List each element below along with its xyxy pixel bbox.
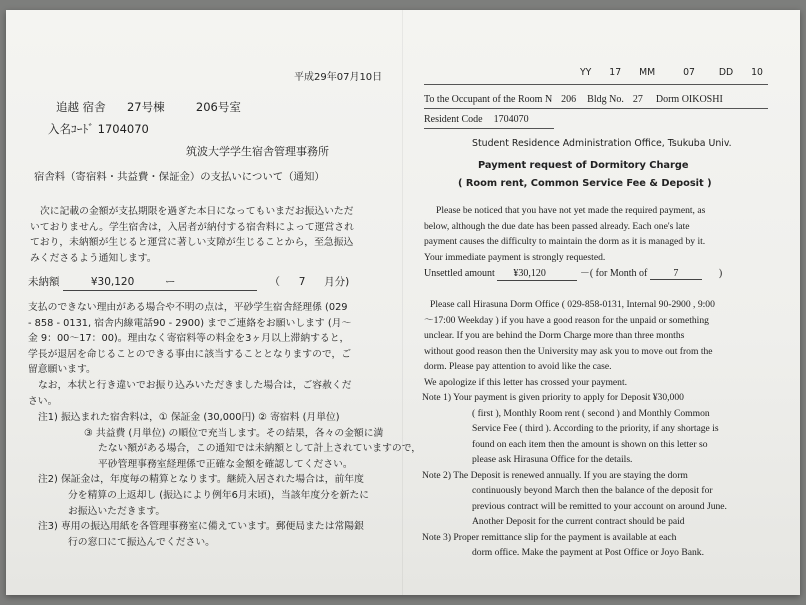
body-en-line: dorm. Please pay attention to avoid like the case. <box>424 361 612 372</box>
notes-jp <box>38 410 421 550</box>
resident-code-label: Resident Code <box>424 114 483 125</box>
body-jp-line: 学長が退居を命じることのできる事由に該当することとなりますので，ご <box>28 348 352 360</box>
body-jp-line: - 858 - 0131, 宿舎内線電話90 - 2900) までご連絡をお願いします (月～ <box>28 317 352 329</box>
unpaid-suffix-jp: 月分) <box>324 276 350 288</box>
code-label-jp: 入名ｺｰﾄﾞ <box>48 122 94 136</box>
note-jp-line: 分を精算の上返却し (振込により例年6月末頃)，当該年度分を新たに <box>68 489 370 501</box>
occupant-line: To the Occupant of the Room N 206 Bldg No. 27 Dorm OIKOSHI <box>424 94 723 105</box>
office-en: Student Residence Administration Office, Tsukuba Univ. <box>472 138 732 149</box>
body-en-line: unclear. If you are behind the Dorm Charge more than three months <box>424 330 685 341</box>
occupant-room: 206 <box>561 94 577 105</box>
title-en: Payment request of Dormitory Charge <box>478 160 689 171</box>
resident-code <box>424 114 529 125</box>
body-en-line: without good reason then the University may ask you to move out from the <box>424 345 713 357</box>
intro-en-line: payment causes the difficulty to maintain the dorm as it is managed by it. <box>424 236 706 247</box>
intro-en-line: Your immediate payment is strongly requested. <box>424 251 606 263</box>
occupant-underline <box>424 108 768 109</box>
body-jp-line: 金 9：00～17：00)。理由なく寄宿料等の料金を3ヶ月以上滞納すると， <box>28 333 350 345</box>
note-jp-line: 注3) 専用の振込用紙を各管理事務室に備えています。郵便局または常陽銀 <box>38 521 364 533</box>
note-jp-line: たない額がある場合，この通知では未納額として計上されていますので， <box>98 443 422 455</box>
intro-en-line: below, although the due date has been passed already. Each one's late <box>424 220 690 232</box>
body-jp-line: 支払のできない理由がある場合や不明の点は，平砂学生宿舎経理係 (029 <box>28 302 348 313</box>
body-jp <box>28 300 352 409</box>
unpaid-jp <box>28 274 349 291</box>
note-jp-line: 平砂管理事務室経理係で正確な金額を確認してください。 <box>98 458 353 470</box>
unsettled-for-month: －( for Month of <box>579 268 648 279</box>
resident-code-value: 1704070 <box>493 114 529 125</box>
unpaid-paren: （ <box>269 276 281 288</box>
intro-jp-line: 次に記載の金額が支払期限を過ぎた本日になってもいまだお振込いただ <box>40 206 354 217</box>
room-line-jp <box>56 99 241 115</box>
note-en-line: Another Deposit for the current contract should be paid <box>472 516 685 527</box>
date-en: YY 17 MM 07 DD 10 <box>580 67 763 78</box>
note-en-line: please ask Hirasuna Office for the details. <box>472 454 633 465</box>
note-en-line: found on each item then the amount is shown on this letter so <box>472 438 708 450</box>
unsettled-month: 7 <box>650 268 702 280</box>
occupant-bldg: 27 <box>632 94 643 105</box>
note-jp-line: お振込いただきます。 <box>68 505 166 517</box>
resident-underline <box>424 128 554 129</box>
note-jp-line: 行の窓口にて振込んでください。 <box>68 536 215 548</box>
note-en-line: previous contract will be remitted to your account on around June. <box>472 500 727 512</box>
note-en-line: Note 2) The Deposit is renewed annually. If you are staying the dorm <box>422 469 688 481</box>
unsettled-en: Unsettled amount ¥30,120 －( for Month of 7 ) <box>424 268 723 279</box>
date-year: 17 <box>609 67 622 78</box>
note-en-line: Service Fee ( third ). According to the priority, if any shortage is <box>472 423 719 434</box>
office-jp: 筑波大学学生宿舎管理事務所 <box>186 145 329 158</box>
notes-en <box>422 390 727 561</box>
date-month: 07 <box>683 67 695 78</box>
note-en-line: continuously beyond March then the balance of the deposit for <box>472 485 713 496</box>
intro-en-line: Please be noticed that you have not yet made the required payment, as <box>436 205 706 216</box>
unsettled-label: Unsettled amount <box>424 268 495 279</box>
date-day: 10 <box>751 67 763 78</box>
unsettled-amount: ¥30,120 <box>497 268 577 281</box>
note-jp-line: 注1) 振込まれた宿舎料は，① 保証金 (30,000円) ② 寄宿料 (月単位) <box>38 412 340 423</box>
subject-jp: 宿舎料（寄宿料・共益費・保証金）の支払いについて（通知） <box>34 171 325 183</box>
unpaid-amount-jp: ¥30,120 ー <box>63 274 257 291</box>
body-en-line: We apologize if this letter has crossed your payment. <box>424 376 628 388</box>
intro-jp-line: みくださるよう通知します。 <box>30 252 157 264</box>
notice-paper <box>6 10 800 595</box>
note-en-line: Note 3) Proper remittance slip for the payment is available at each <box>422 531 677 543</box>
body-jp-line: さい。 <box>28 395 58 407</box>
note-en-line: Note 1) Your payment is given priority to apply for Deposit ¥30,000 <box>422 392 684 403</box>
dorm-prefix: 追越 宿舎 <box>56 100 106 114</box>
body-jp-line: 留意願います。 <box>28 364 96 376</box>
room-jp: 206号室 <box>195 100 241 114</box>
body-en-line: Please call Hirasuna Dorm Office ( 029-858-0131, Internal 90-2900 , 9:00 <box>430 299 715 310</box>
code-line-jp <box>48 121 149 137</box>
body-en <box>424 297 715 390</box>
intro-jp-line: いておりません。学生宿舎は，入居者が納付する宿舎料によって運営され <box>30 221 354 233</box>
note-jp-line: ③ 共益費 (月単位) の順位で充当します。その結果，各々の金額に満 <box>84 427 384 439</box>
date-underline <box>424 84 768 85</box>
intro-en <box>424 203 705 265</box>
intro-jp-line: ており，未納額が生じると運営に著しい支障が生じることから，至急振込 <box>30 237 354 249</box>
note-jp-line: 注2) 保証金は，年度毎の精算となります。継続入居された場合は，前年度 <box>38 474 364 486</box>
body-en-line: ～17:00 Weekday ) if you have a good reason for the unpaid or something <box>424 314 709 326</box>
note-en-line: dorm office. Make the payment at Post Office or Joyo Bank. <box>472 547 704 558</box>
intro-jp <box>30 204 354 266</box>
date-jp: 平成29年07月10日 <box>294 72 383 83</box>
bldg-jp: 27号棟 <box>126 100 165 114</box>
subtitle-en: ( Room rent, Common Service Fee & Deposit ) <box>458 178 712 189</box>
unpaid-label-jp: 未納額 <box>28 276 60 288</box>
unpaid-month-jp: 7 <box>298 276 306 288</box>
code-value-jp: 1704070 <box>97 122 149 136</box>
body-jp-line: なお，本状と行き違いでお振り込みいただきました場合は，ご容赦くだ <box>38 379 352 391</box>
occupant-dorm: OIKOSHI <box>681 94 723 105</box>
note-en-line: ( first ), Monthly Room rent ( second ) and Monthly Common <box>472 407 710 419</box>
occupant-label: To the Occupant of the Room N <box>424 94 553 105</box>
